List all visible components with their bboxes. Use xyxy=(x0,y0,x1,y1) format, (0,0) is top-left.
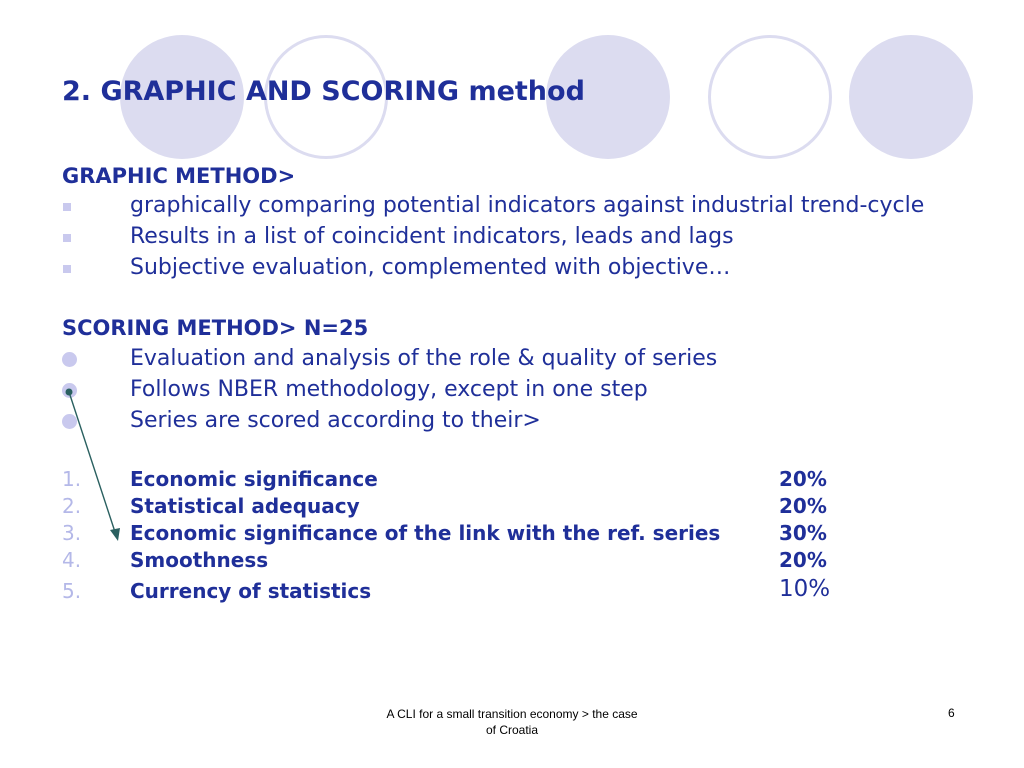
criterion-weight: 20% xyxy=(779,548,827,572)
criterion-number: 5. xyxy=(62,579,82,603)
bullet-text: graphically comparing potential indicators against industrial trend-cycle xyxy=(130,193,925,218)
criterion-label: Statistical adequacy xyxy=(130,494,360,518)
criterion-number: 4. xyxy=(62,548,82,572)
criterion-weight: 10% xyxy=(779,576,831,602)
bullet-text: Results in a list of coincident indicators, leads and lags xyxy=(130,224,734,249)
footer-line-2: of Croatia xyxy=(485,723,539,737)
footer-line-1: A CLI for a small transition economy > the case xyxy=(386,707,638,721)
criterion-number: 1. xyxy=(62,467,82,491)
criterion-weight: 30% xyxy=(779,521,827,545)
slide-title: 2. GRAPHIC AND SCORING method xyxy=(62,76,585,107)
criterion-number: 3. xyxy=(62,521,82,545)
criterion-label: Smoothness xyxy=(130,548,269,572)
criterion-label: Economic significance xyxy=(130,467,378,491)
criterion-label: Economic significance of the link with the ref. series xyxy=(130,521,721,545)
bullet-text: Follows NBER methodology, except in one step xyxy=(130,377,648,402)
page-number: 6 xyxy=(948,706,955,720)
graphic-method-heading: GRAPHIC METHOD> xyxy=(62,164,296,188)
bullet-text: Series are scored according to their> xyxy=(130,408,541,433)
criterion-weight: 20% xyxy=(779,467,827,491)
scoring-method-heading: SCORING METHOD> N=25 xyxy=(62,316,369,340)
criterion-number: 2. xyxy=(62,494,82,518)
bullet-text: Subjective evaluation, complemented with objective… xyxy=(130,255,731,280)
footer-caption xyxy=(352,706,672,738)
criterion-weight: 20% xyxy=(779,494,827,518)
bullet-text: Evaluation and analysis of the role & quality of series xyxy=(130,346,718,371)
criterion-label: Currency of statistics xyxy=(130,579,372,603)
